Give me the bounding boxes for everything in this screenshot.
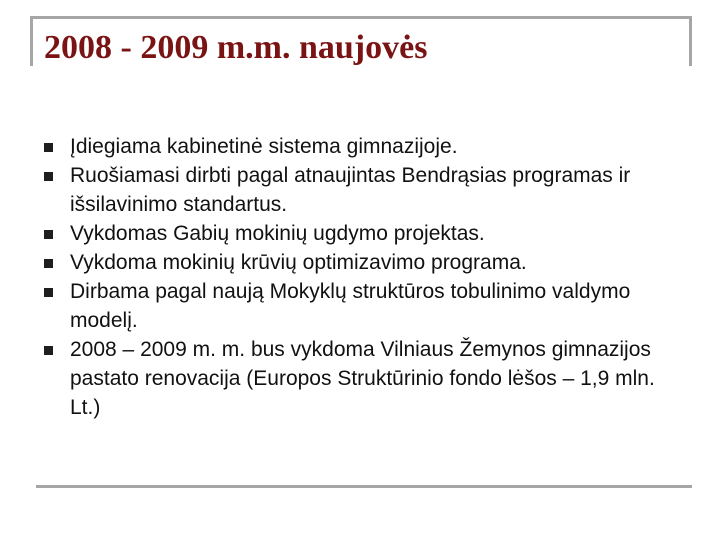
bullet-item [40, 335, 680, 422]
bullet-text: Vykdoma mokinių krūvių optimizavimo programa. [70, 251, 527, 274]
right-rule-line [689, 16, 692, 66]
bullet-item [40, 277, 680, 335]
bullet-item [40, 132, 680, 161]
bullet-item [40, 161, 680, 219]
bullet-text: Dirbama pagal naują Mokyklų struktūros tobulinimo valdymo modelį. [70, 280, 631, 332]
square-bullet-icon [44, 259, 53, 268]
bullet-text: Įdiegiama kabinetinė sistema gimnazijoje. [70, 135, 458, 158]
bullet-text: Ruošiamasi dirbti pagal atnaujintas Bendrąsias programas ir išsilavinimo standartus. [70, 164, 631, 216]
square-bullet-icon [44, 143, 53, 152]
square-bullet-icon [44, 288, 53, 297]
top-rule-line [30, 16, 692, 19]
bullet-text: Vykdomas Gabių mokinių ugdymo projektas. [70, 222, 485, 245]
square-bullet-icon [44, 346, 53, 355]
left-rule-line [30, 16, 33, 66]
bottom-rule-line [36, 485, 692, 488]
bullet-item [40, 248, 680, 277]
slide-title: 2008 - 2009 m.m. naujovės [44, 29, 428, 66]
bullet-item [40, 219, 680, 248]
square-bullet-icon [44, 230, 53, 239]
bullet-text: 2008 – 2009 m. m. bus vykdoma Vilniaus Žemynos gimnazijos pastato renovacija (Europos Struktūrinio fondo lėšos – 1,9 mln. Lt.) [70, 338, 655, 419]
square-bullet-icon [44, 172, 53, 181]
bullet-list [40, 132, 680, 422]
